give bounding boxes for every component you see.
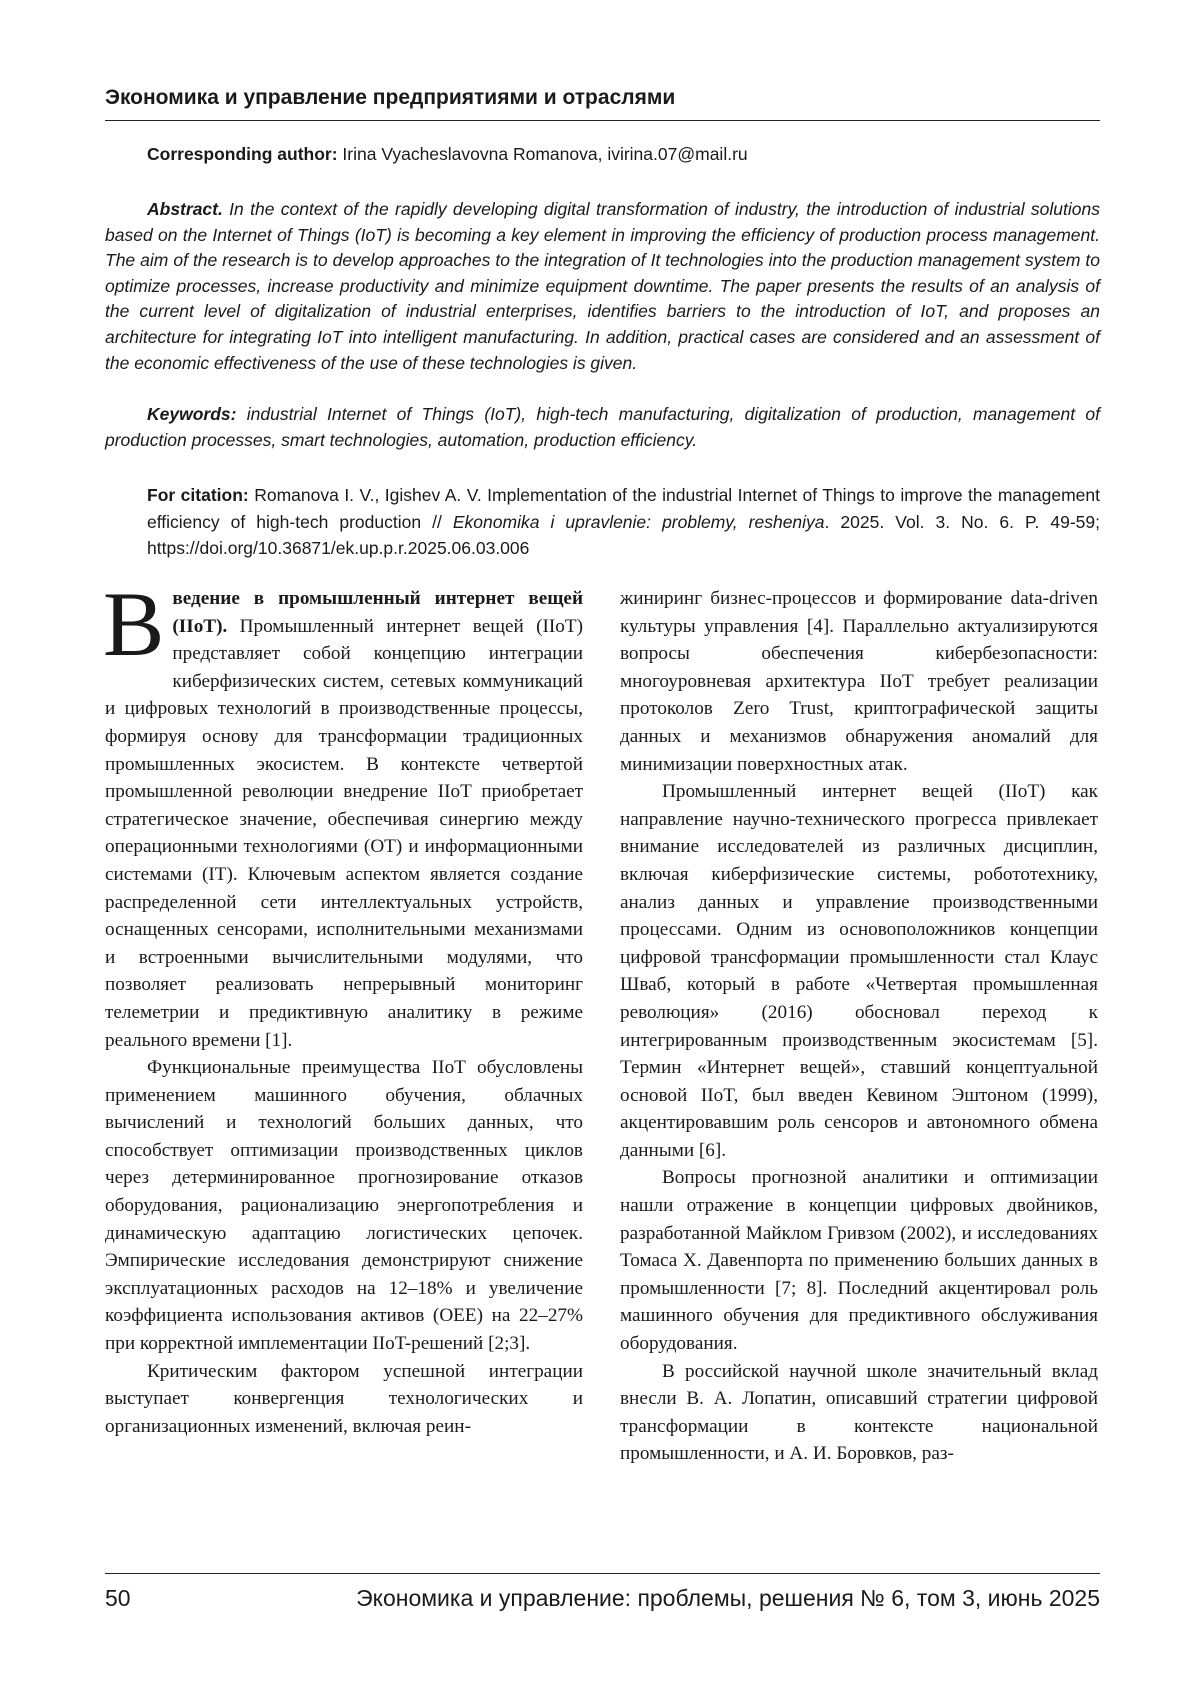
intro-heading: ведение в промышленный интернет вещей (IIoT). <box>172 588 583 637</box>
body-paragraph: Вопросы прогнозной аналитики и оптимизации нашли отражение в концепции цифровых двойников, разработанной Майклом Гривзом (2002), и исследованиях Томаса Х. Давенпорта по применению больших данных в промышленности [7; 8]. Последний акцентировал роль машинного обучения для предиктивного обслуживания оборудования. <box>620 1167 1098 1355</box>
corresponding-author <box>147 141 1097 167</box>
body-paragraph: Промышленный интернет вещей (IIoT) представляет собой концепцию интеграции киберфизических систем, сетевых коммуникаций и цифровых технологий в производственные процессы, формируя основу для трансформации традиционных промышленных экосистем. В контексте четвертой промышленной революции внедрение IIoT приобретает стратегическое значение, обеспечивая синергию между операционными технологиями (OT) и информационными системами (IT). Ключевым аспектом является создание распределенной сети интеллектуальных устройств, оснащенных сенсорами, исполнительными механизмами и встроенными вычислительными модулями, что позволяет реализовать непрерывный мониторинг телеметрии и предиктивную аналитику в режиме реального времени [1]. <box>105 615 583 1051</box>
abstract-label: Abstract. <box>147 199 223 219</box>
keywords-label: Keywords: <box>147 404 237 424</box>
body-paragraph: Функциональные преимущества IIoT обусловлены применением машинного обучения, облачных вычислений и технологий больших данных, что способствует оптимизации производственных циклов через детерминированное прогнозирование отказов оборудования, рационализацию энергопотребления и динамическую адаптацию логистических цепочек. Эмпирические исследования демонстрируют снижение эксплуатационных расходов на 12–18% и увеличение коэффициента использования активов (OEE) на 22–27% при корректной имплементации IIoT-решений [2;3]. <box>105 1057 583 1355</box>
footer-divider <box>105 1573 1100 1574</box>
header-divider <box>105 120 1100 121</box>
intro-paragraph <box>103 573 583 1054</box>
abstract <box>105 197 1100 376</box>
keywords <box>105 402 1100 453</box>
body-paragraph: Промышленный интернет вещей (IIoT) как направление научно-технического прогресса привлекает внимание исследователей из различных дисциплин, включая киберфизические системы, робототехнику, анализ данных и управление производственными процессами. Одним из основоположников концепции цифровой трансформации промышленности стал Клаус Шваб, который в работе «Четвертая промышленная революция» (2016) обосновал переход к интегрированным производственным экосистемам [5]. Термин «Интернет вещей», ставший концептуальной основой IIoT, был введен Кевином Эштоном (1999), акцентировавшим роль сенсоров и автономного обмена данными [6]. <box>620 781 1098 1161</box>
body-paragraph: Критическим фактором успешной интеграции выступает конвергенция технологических и организационных изменений, включая реин- <box>105 1360 583 1437</box>
citation-text-after: . 2025. Vol. 3. No. 6. P. 49-59; https://doi.org/10.36871/ek.up.p.r.2025.06.03.006 <box>147 511 1100 558</box>
footer-journal-title: Экономика и управление: проблемы, решения № 6, том 3, июнь 2025 <box>356 1585 1100 1611</box>
page-number: 50 <box>105 1585 131 1611</box>
body-paragraph: жиниринг бизнес-процессов и формирование data-driven культуры управления [4]. Параллельно актуализируются вопросы обеспечения кибербезопасности: многоуровневая архитектура IIoT требует реализации протоколов Zero Trust, криптографической защиты данных и механизмов обнаружения аномалий для минимизации поверхностных атак. <box>620 588 1098 775</box>
citation-text-before: Romanova I. V., Igishev A. V. Implementation of the industrial Internet of Things to improve the management efficiency of high-tech production // <box>147 485 1101 532</box>
body-paragraph: В российской научной школе значительный вклад внесли В. А. Лопатин, описавший стратегии цифровой трансформации в контексте национальной промышленности, и А. И. Боровков, раз- <box>620 1360 1098 1465</box>
corresponding-label: Corresponding author: <box>147 144 338 164</box>
drop-cap: В <box>103 573 165 675</box>
citation-journal: Ekonomika i upravlenie: problemy, resheniya <box>452 511 825 532</box>
abstract-text: In the context of the rapidly developing digital transformation of industry, the introduction of industrial solutions based on the Internet of Things (IoT) is becoming a key element in improving the efficiency of production process management. The aim of the research is to develop approaches to the integration of It technologies into the production management system to optimize processes, increase productivity and minimize equipment downtime. The paper presents the results of an analysis of the current level of digitalization of industrial enterprises, identifies barriers to the introduction of IoT, and proposes an architecture for integrating IoT into intelligent manufacturing. In addition, practical cases are considered and an assessment of the economic effectiveness of the use of these technologies is given. <box>105 199 1100 373</box>
section-title: Экономика и управление предприятиями и отраслями <box>105 86 676 109</box>
body-column-left <box>103 573 583 1440</box>
body-column-right <box>620 585 1098 1468</box>
citation <box>147 482 1100 562</box>
keywords-text: industrial Internet of Things (IoT), high-tech manufacturing, digitalization of production, management of production processes, smart technologies, automation, production efficiency. <box>105 404 1100 450</box>
citation-label: For citation: <box>147 485 249 505</box>
corresponding-text: Irina Vyacheslavovna Romanova, ivirina.07@mail.ru <box>337 144 748 164</box>
